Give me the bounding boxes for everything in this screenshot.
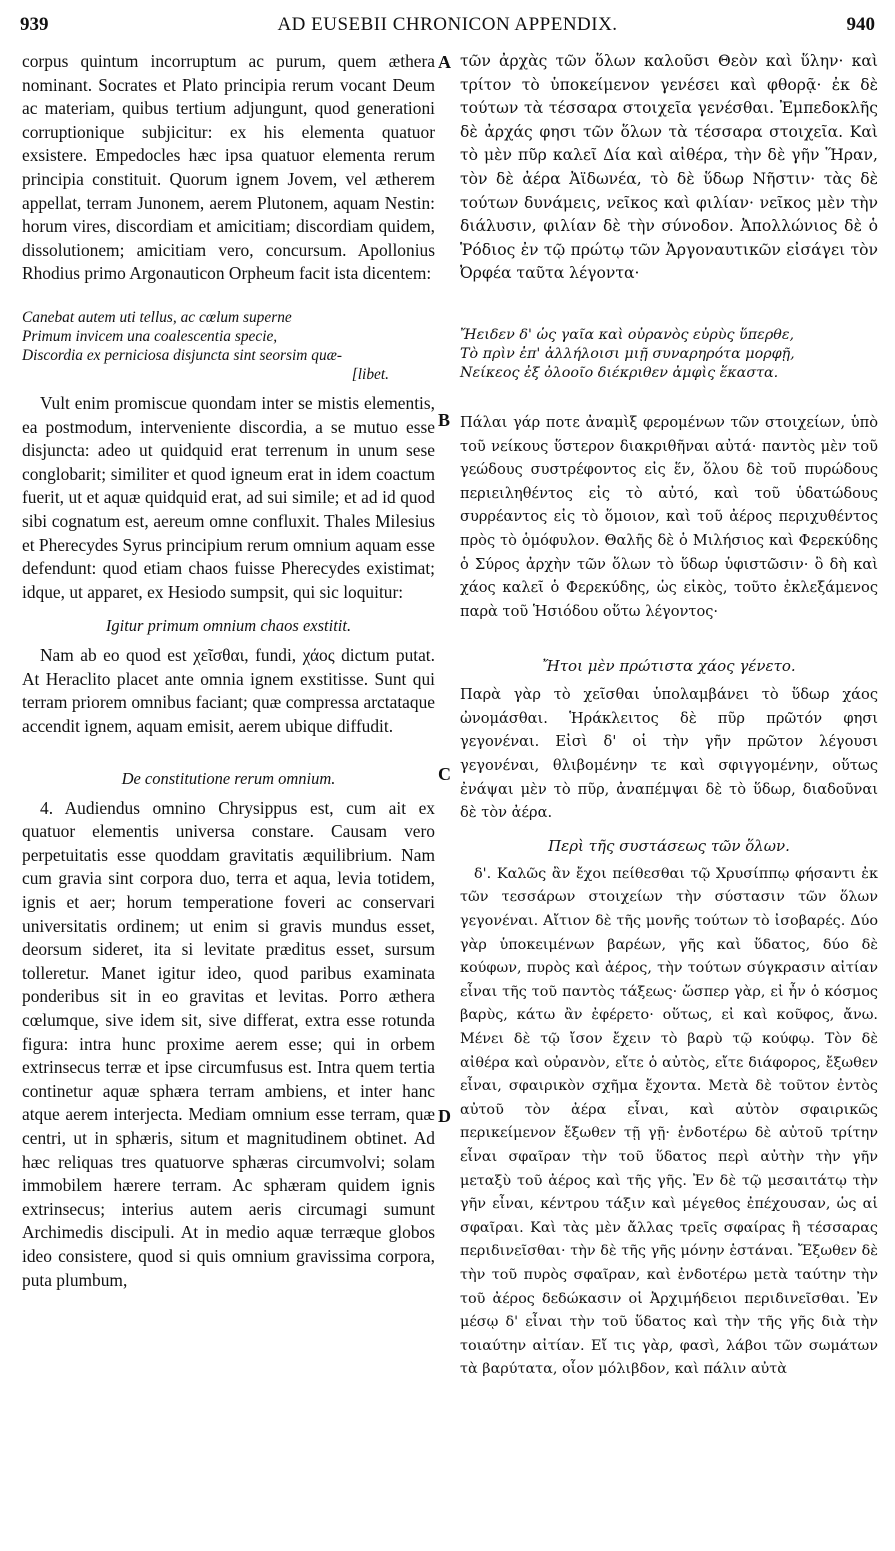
greek-paragraph-3: Παρὰ γὰρ τὸ χεῖσθαι ὑπολαμβάνει τὸ ὕδωρ χάος ὠνομάσθαι. Ἡράκλειτος δὲ πῦρ πρῶτόν φησι γεγονέναι. Εἰσὶ δ' οἱ τὴν γῆν πρῶτον λέγουσι γεγονέναι, θλιβομένην τε καὶ σφιγγομένην, οὕτως ἐνάψαι μὲν τὸ πῦρ, ἀναπέμψαι δὲ τὸ ὕδωρ, διαδοῦναι δὲ τὸν ἀέρα. (460, 686, 878, 822)
greek-paragraph-1: τῶν ἀρχὰς τῶν ὅλων καλοῦσι Θεὸν καὶ ὕλην· καὶ τρίτον τὸ ὑποκείμενον γενέσει καὶ φθορᾷ· ἐκ δὲ τούτων τὰ τέσσαρα στοιχεῖα γενέσθαι. Ἐμπεδοκλῆς δὲ ἀρχάς φησι τῶν ὅλων τὰ τέσσαρα στοιχεῖα. Καὶ τὸ μὲν πῦρ καλεῖ Δία καὶ αἰθέρα, τὴν δὲ γῆν Ἥραν, τὸν δὲ ἀέρα Ἀϊδωνέα, τὸ δὲ ὕδωρ Νῆστιν· τὰς δὲ τούτων δυνάμεις, νεῖκος καὶ φιλίαν· νεῖκος μὲν τὴν διάλυσιν, φιλίαν δὲ τὴν σύνοδον. Ἀπολλώνιος δὲ ὁ Ῥόδιος ἐν τῷ πρώτῳ τῶν Ἀργοναυτικῶν εἰσάγει τὸν Ὀρφέα ταῦτα λέγοντα· (460, 52, 878, 283)
greek-quotation: Ἤτοι μὲν πρώτιστα χάος γένετο. (542, 657, 796, 676)
latin-paragraph-4: 4. Audiendus omnino Chrysippus est, cum ait ex quatuor elementis universa constare. Causam vero perpetuitatis esse quoddam gravitatis æquilibrium. Nam cum gravia sint corpora duo, terra et aqua, levia totidem, ignis et aer; horum temperatione foveri ac conservari universitatis ordinem; ut enim si gravis mundus esset, deorsum sideret, ita si levitate præditus esset, sursum tolleretur. Manet igitur ideo, quod paribus examinata ponderibus sit in eo gravitas et levitas. Porro æthera cœlumque, sive idem sit, sive differat, extra esse rotunda figura: intra hunc proxime aerem esse; qui in orbem extrinsecus terræ et ipse circumfusus est. Intra quem tertia continetur aquæ sphæra terram ambiens, et inter hanc atque aerem interjecta. Mediam omnium esse terram, quæ centri, ut in sphæris, situm et magnitudinem obtinet. Ad hæc reliquas tres quatuorve sphæras circumvolvi; solam immobilem hærere terram. Ac sphæram quidem ignis extrinsecus; interius autem aeris circumagi sumunt Archimedis discipuli. At in medio aquæ terræque globos ideo consistere, quod si quis omnium gravissima corpora, puta plumbum, (22, 797, 435, 1290)
greek-column (460, 50, 878, 1382)
latin-verse-line: Discordia ex perniciosa disjuncta sint seorsim quæ- (22, 346, 343, 364)
latin-verse-line: Primum invicem una coalescentia specie, (22, 327, 278, 345)
latin-verse-line: Canebat autem uti tellus, ac cœlum superne (22, 308, 292, 326)
left-page-number: 939 (20, 14, 49, 35)
greek-verse (460, 326, 878, 383)
latin-paragraph-1: corpus quintum incorruptum ac purum, quem æthera nominant. Socrates et Plato principia rerum vocant Deum ac materiam, quibus tertium adjungunt, quod generationi corruptionique subjicitur: ex his elementa quatuor exsistere. Empedocles hæc ipsa quatuor elementa rerum principia constituit. Quorum ignem Jovem, vel ætherem appellat, terram Junonem, aerem Plutonem, aquam Nestin: horum vires, discordiam et amicitiam; discordiam quidem, dissolutionem; amicitiam vero, concursum. Apollonius Rhodius primo Argonauticon Orpheum facit ista dicentem: (22, 51, 435, 284)
greek-verse-line: Ἤειδεν δ' ὡς γαῖα καὶ οὐρανὸς εὐρὺς ὕπερθε, (460, 326, 795, 343)
greek-verse-line: Τὸ πρὶν ἐπ' ἀλλήλοισι μιῇ συναρηρότα μορφῇ, (460, 345, 795, 362)
margin-letter-b: B (438, 410, 451, 430)
latin-verse (22, 308, 435, 384)
margin-letter-a: A (438, 52, 451, 72)
latin-paragraph-3: Nam ab eo quod est χεῖσθαι, fundi, χάος dictum putat. At Heraclito placet ante omnia ignem exstitisse. Sunt qui terram priorem omnibus faciant; quæ compressa arctataque accendit ignem, aquam emisit, aerem ubique diffudit. (22, 645, 435, 737)
greek-verse-line: Νείκεος ἐξ ὀλοοῖο διέκριθεν ἀμφὶς ἕκαστα. (460, 364, 779, 381)
greek-paragraph-2: Πάλαι γάρ ποτε ἀναμὶξ φερομένων τῶν στοιχείων, ὑπὸ τοῦ νείκους ὕστερον διακριθῆναι αὐτά· παντὸς μὲν τοῦ γεώδους συστρέφοντος εἰς ἕν, ὅλου δὲ τοῦ πυρώδους περιειληθέντος εἰς τὸ αὐτό, καὶ τοῦ ὑδατώδους συρρέαντος εἰς τὸ ὅμοιον, καὶ τοῦ ἀέρος περιχυθέντος πρὸς τὸ ὁμόφυλον. Θαλῆς δὲ ὁ Μιλήσιος καὶ Φερεκύδης ὁ Σύρος ἀρχὴν τῶν ὅλων τὸ ὕδωρ ὑφιστῶσιν· ὃ δὴ καὶ χάος καλεῖ ὁ Φερεκύδης, ὡς εἰκὸς, τοῦτο ἐκλεξάμενος παρὰ τοῦ Ἡσιόδου οὕτω λέγοντος· (460, 413, 878, 620)
latin-paragraph-2: Vult enim promiscue quondam inter se mistis elementis, ea postmodum, interveniente discordia, a se mutuo esse disjuncta: adeo ut quidquid erat terrenum in unum sese conglobarit; similiter et quod igneum erat in idem coactum fuerit, ut et aquæ quidquid erat, ad sui simile; et ad id quod sibi cognatum est, aereum omne confluxit. Thales Milesius et Pherecydes Syrus principium rerum omnium aquam esse defendunt: quod etiam chaos fuisse Pherecydes existimat; idque, ut apparet, ex Hesiodo sumpsit, qui sic loquitur: (22, 392, 435, 602)
greek-paragraph-4: δ'. Καλῶς ἂν ἔχοι πείθεσθαι τῷ Χρυσίππῳ φήσαντι ἐκ τῶν τεσσάρων στοιχείων τὴν σύστασιν τῶν ὅλων γεγονέναι. Αἴτιον δὲ τῆς μονῆς τούτων τὸ ἰσοβαρές. Δύο γὰρ ὑποκειμένων βαρέων, γῆς καὶ ὕδατος, δύο δὲ κούφων, πυρὸς καὶ ἀέρος, τὴν τούτων σύγκρασιν αἰτίαν εἶναι τῆς τοῦ παντὸς τάξεως· ὥσπερ γὰρ, εἰ ἦν ὁ κόσμος βαρὺς, κάτω ἂν ἐφέρετο· οὕτως, εἰ καὶ κοῦφος, ἄνω. Μένει δὲ τῷ ἴσον ἔχειν τὸ βαρὺ τῷ κούφῳ. Τὸν δὲ αἰθέρα καὶ οὐρανὸν, εἴτε ὁ αὐτὸς, εἴτε διάφορος, ἔξωθεν εἶναι, σφαιρικὸν σχῆμα ἔχοντα. Μετὰ δὲ τοῦτον ἐντὸς αὐτοῦ τὸν ἀέρα εἶναι, καὶ αὐτὸν σφαιρικῶς περικείμενον ἔξωθεν τῇ γῇ· ἐνδοτέρω δὲ αὐτοῦ τρίτην εἶναι σφαῖραν τὴν τοῦ ὕδατος περὶ αὐτὴν τὴν γῆν μεταξὺ τοῦ ἀέρος καὶ τῆς γῆς. Ἐν δὲ τῷ μεσαιτάτῳ τὴν γῆν εἶναι, κέντρου τάξιν καὶ μέγεθος ἐπέχουσαν, ὡς αἱ σφαῖραι. Καὶ τὰς μὲν ἄλλας τρεῖς σφαίρας ἢ τέσσαρας περιδινεῖσθαι· τὴν δὲ τῆς γῆς μόνην ἑστάναι. Ἔξωθεν δὲ τὴν τοῦ πυρὸς σφαῖραν, καὶ ἐνδοτέρω μετὰ ταύτην τὴν τοῦ ἀέρος δεδώκασιν οἱ Ἀρχιμήδειοι περιδινεῖσθαι. Ἐν μέσῳ δ' εἶναι τὴν τοῦ ὕδατος καὶ τὴν τῆς γῆς διὰ τὴν τοιαύτην αἰτίαν. Εἴ τις γὰρ, φασὶ, λάβοι τῶν σωμάτων τὰ βαρύτατα, οἷον μόλιβδον, καὶ πάλιν αὐτὰ (460, 865, 878, 1378)
running-title: AD EUSEBII CHRONICON APPENDIX. (277, 14, 618, 35)
latin-verse-tail: [libet. (351, 365, 389, 383)
greek-section-heading: Περὶ τῆς συστάσεως τῶν ὅλων. (548, 836, 790, 855)
latin-column (22, 50, 435, 1292)
margin-letter-d: D (438, 1106, 451, 1126)
latin-quotation: Igitur primum omnium chaos exstitit. (105, 616, 352, 636)
margin-letter-c: C (438, 764, 451, 784)
latin-section-heading: De constitutione rerum omnium. (121, 768, 336, 788)
page-header (0, 14, 895, 40)
right-page-number: 940 (846, 14, 875, 35)
